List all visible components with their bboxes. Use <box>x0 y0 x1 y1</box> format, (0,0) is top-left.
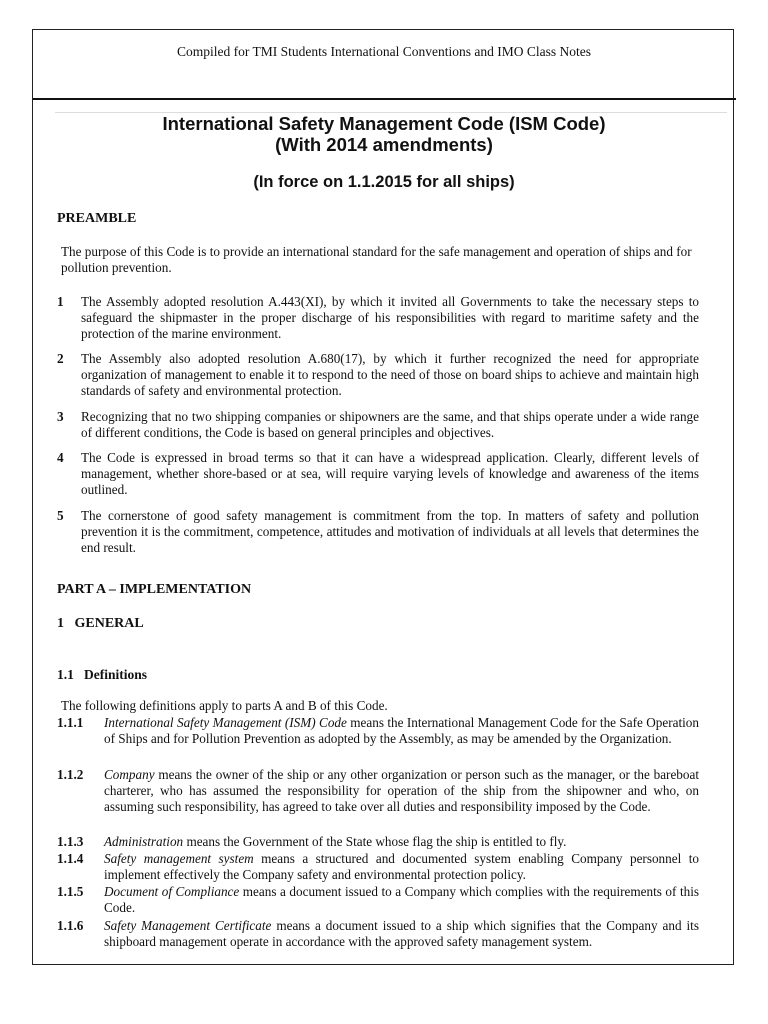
definition-text: means the Government of the State whose flag the ship is entitled to fly. <box>183 834 567 849</box>
item-number: 2 <box>57 351 64 366</box>
title-line-3: (In force on 1.1.2015 for all ships) <box>253 173 515 191</box>
title-line-2: (With 2014 amendments) <box>275 134 493 155</box>
preamble-item <box>57 508 699 556</box>
preamble-item <box>57 450 699 498</box>
item-number: 4 <box>57 450 64 465</box>
definition-text: means a structured and documented system enabling Company personnel to implement effectively the Company safety and environmental protection policy. <box>104 851 699 882</box>
preamble-item <box>57 409 699 441</box>
definition-text: means the International Management Code for the Safe Operation of Ships and for Pollution Prevention as adopted by the Assembly, as may be amended by the Organization. <box>104 715 699 746</box>
definition-item <box>57 851 699 883</box>
definition-number: 1.1.5 <box>57 884 84 899</box>
item-text: The cornerstone of good safety management is commitment from the top. In matters of safety and pollution prevention it is the commitment, competence, attitudes and motivation of individuals at all levels that determines the end result. <box>81 508 699 555</box>
definition-number: 1.1.3 <box>57 834 84 849</box>
definition-item <box>57 767 699 815</box>
definition-term: Safety management system <box>104 851 254 866</box>
definition-number: 1.1.1 <box>57 715 84 730</box>
definition-item <box>57 715 699 747</box>
preamble-intro: The purpose of this Code is to provide an international standard for the safe management and operation of ships and for pollution prevention. <box>61 244 692 275</box>
definition-term: Document of Compliance <box>104 884 240 899</box>
definitions-intro: The following definitions apply to parts A and B of this Code. <box>61 698 388 713</box>
definition-term: Administration <box>104 834 184 849</box>
preamble-item <box>57 351 699 399</box>
definition-number: 1.1.4 <box>57 851 84 866</box>
definition-number: 1.1.2 <box>57 767 84 782</box>
definition-item <box>57 918 699 950</box>
definition-term: International Safety Management (ISM) Code <box>104 715 347 730</box>
definition-number: 1.1.6 <box>57 918 84 933</box>
definition-text: means a document issued to a Company which complies with the requirements of this Code. <box>104 884 699 915</box>
definitions-heading: 1.1 Definitions <box>57 667 148 682</box>
definition-term: Safety Management Certificate <box>104 918 272 933</box>
item-text: Recognizing that no two shipping companies or shipowners are the same, and that ships operate under a wide range of different conditions, the Code is based on general principles and objectives. <box>81 409 699 440</box>
preamble-heading: PREAMBLE <box>57 211 137 226</box>
item-text: The Assembly also adopted resolution A.680(17), by which it further recognized the need for appropriate organization of management to enable it to respond to the need of those on board ships to achieve and maintain high standards of safety and environmental protection. <box>81 351 699 398</box>
header-rule <box>33 98 736 100</box>
preamble-item <box>57 294 699 342</box>
item-number: 5 <box>57 508 64 523</box>
page-header: Compiled for TMI Students International Conventions and IMO Class Notes <box>176 44 592 59</box>
part-a-heading: PART A – IMPLEMENTATION <box>57 582 252 597</box>
definition-item <box>57 884 699 916</box>
item-number: 1 <box>57 294 64 309</box>
definition-item <box>57 834 699 850</box>
general-heading: 1 GENERAL <box>57 616 144 631</box>
item-text: The Code is expressed in broad terms so that it can have a widespread application. Clearly, different levels of management, whether shore-based or at sea, will require varying levels of knowledge and awareness of the items outlined. <box>81 450 699 497</box>
definition-text: means a document issued to a ship which signifies that the Company and its shipboard management operate in accordance with the approved safety management system. <box>104 918 699 949</box>
definition-term: Company <box>104 767 155 782</box>
item-text: The Assembly adopted resolution A.443(XI), by which it invited all Governments to take the necessary steps to safeguard the shipmaster in the proper discharge of his responsibilities with regard to maritime safety and the protection of the marine environment. <box>81 294 699 341</box>
item-number: 3 <box>57 409 64 424</box>
title-line-1: International Safety Management Code (ISM Code) <box>162 113 606 134</box>
definition-text: means the owner of the ship or any other organization or person such as the manager, or the bareboat charterer, who has assumed the responsibility for operation of the ship from the shipowner and who, on assuming such responsibility, has agreed to take over all duties and responsibility imposed by the Code. <box>104 767 699 814</box>
